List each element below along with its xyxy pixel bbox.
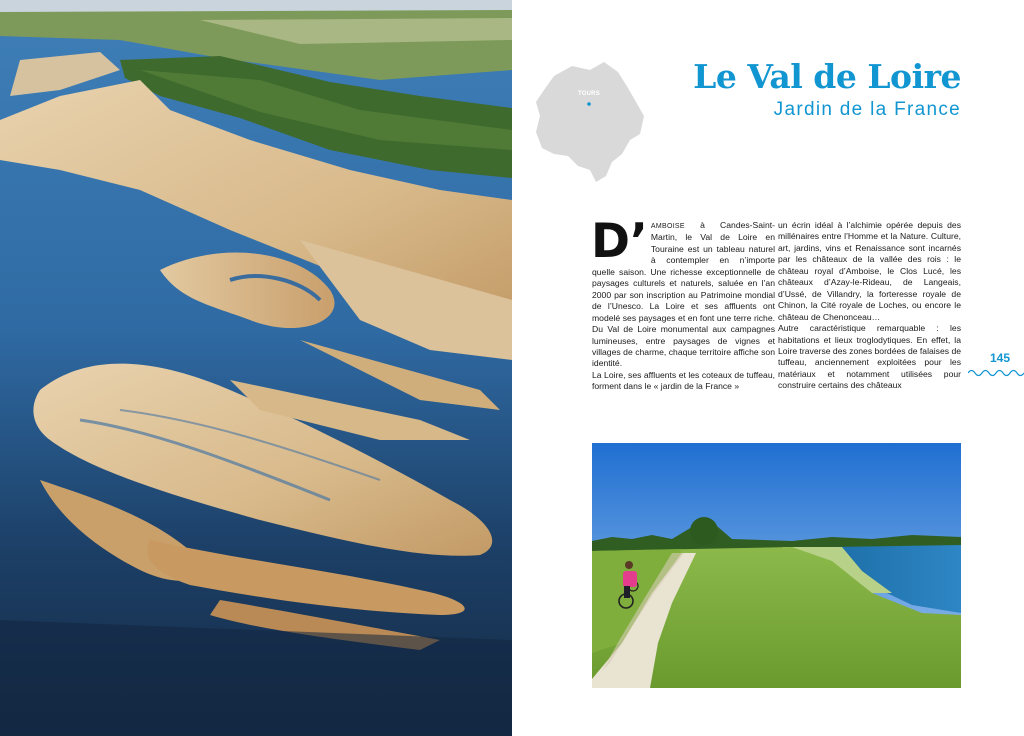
cyclist-photo: [592, 443, 961, 688]
page-subtitle: Jardin de la France: [773, 99, 961, 120]
article-paragraph: un écrin idéal à l’alchimie opérée depuis des millénaires entre l’Homme et la Nature. Culture, art, jardins, vins et Renaissance sont incarnés par les châteaux de la vallée des rois : le château royal d’Amboise, le Clos Lucé, les châteaux d’Azay-le-Rideau, de Langeais, d’Ussé, de Villandry, la forteresse royale de Chinon, la Cité royale de Loches, ou encore le château de Chenonceau…: [778, 220, 961, 322]
article-column-right: [778, 220, 961, 392]
city-dot-icon: [587, 102, 591, 106]
page-title: Le Val de Loire: [693, 57, 961, 96]
paragraph-text: à Candes-Saint-Martin, le Val de Loire en Touraine est un tableau naturel à contempler en n’importe quelle saison. Une richesse exceptionnelle de paysages culturels et naturels, saluée en l’an 2000 par son inscription au Patrimoine mondial de l’Unesco. La Loire et ses affluents ont modelé ses paysages et en font une terre riche. Du Val de Loire monumental aux campagnes lumineuses, entre paysages de vignes et villages de charme, chaque territoire affiche son identité.: [592, 220, 775, 369]
article-paragraph: [591, 214, 775, 370]
article-paragraph: La Loire, ses affluents et les coteaux de tuffeau, forment dans le « jardin de la France »: [592, 369, 775, 392]
article-column-left: [591, 214, 775, 393]
article-paragraph: Autre caractéristique remarquable : les habitations et lieux troglodytiques. En effet, la Loire traverse des zones bordées de falaises de tuffeau, anciennement exploitées pour les matériaux et notamment utilisées pour construire certains des châteaux: [778, 323, 961, 391]
wave-ornament-icon: [968, 368, 1024, 378]
map-city-label: TOURS: [578, 91, 600, 97]
lead-smallcaps: AMBOISE: [650, 223, 685, 230]
page-number: 145: [989, 351, 1011, 365]
drop-cap: D’: [591, 214, 648, 269]
